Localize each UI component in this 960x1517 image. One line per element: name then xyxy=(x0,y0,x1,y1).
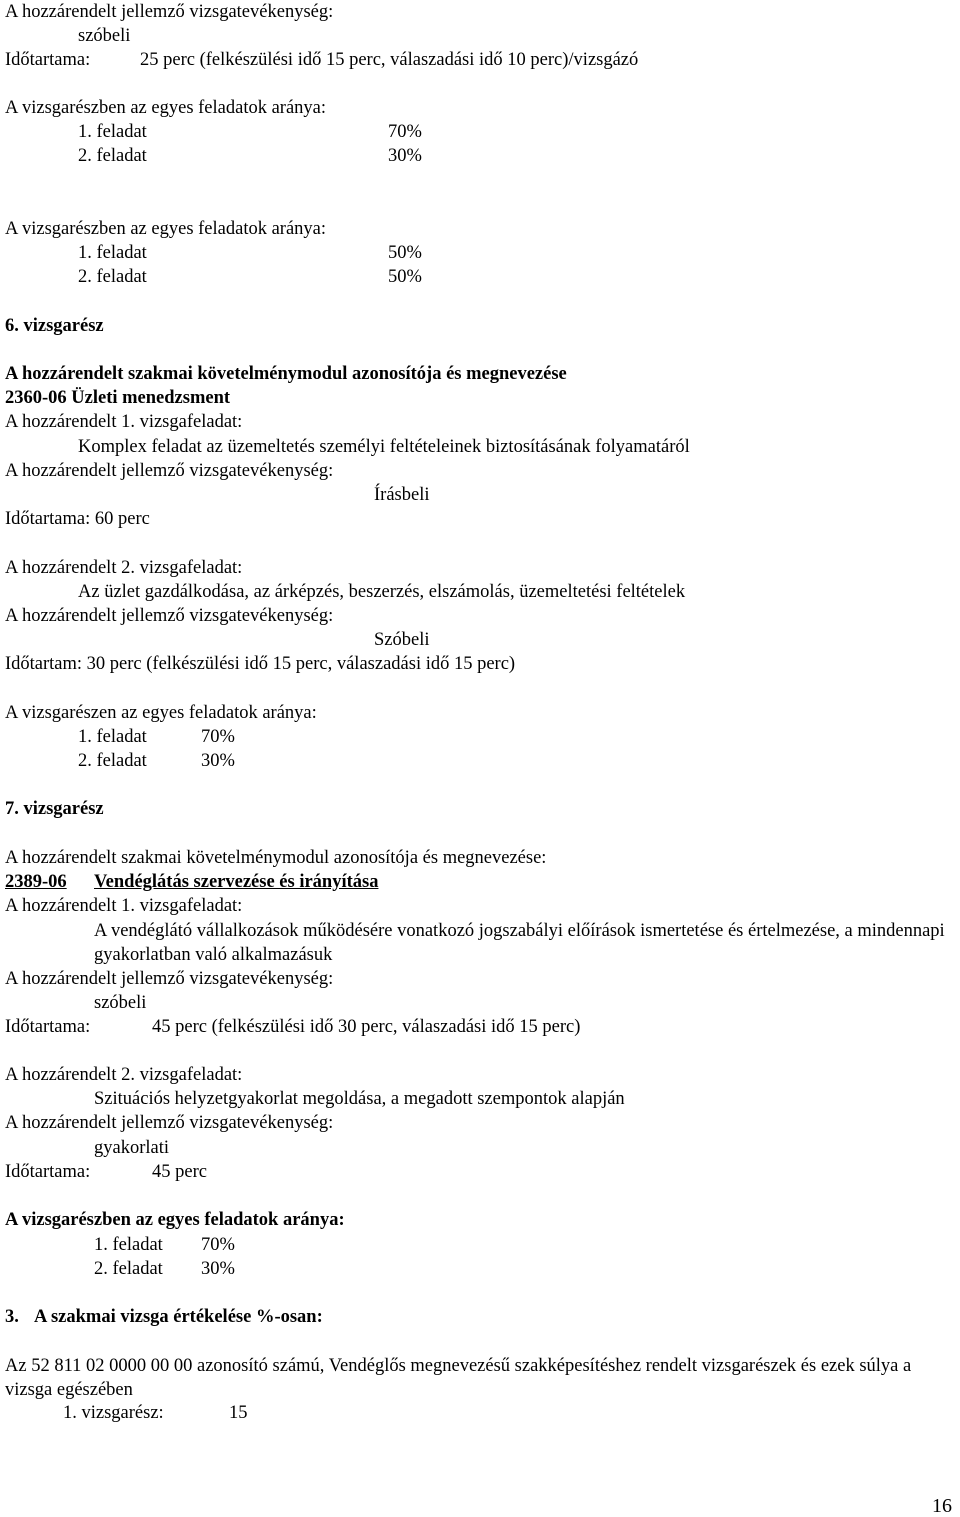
task-label: 2. feladat xyxy=(78,267,147,287)
task-label: 2. feladat xyxy=(78,751,147,771)
ratio-heading: A vizsgarészben az egyes feladatok aránya: xyxy=(5,98,327,118)
duration-value: 45 perc (felkészülési idő 30 perc, válaszadási idő 15 perc) xyxy=(152,1017,581,1037)
ratio-heading: A vizsgarészben az egyes feladatok aránya: xyxy=(5,219,327,239)
activity-value: Szóbeli xyxy=(374,630,430,650)
activity-label: A hozzárendelt jellemző vizsgatevékenység: xyxy=(5,606,334,626)
task-percent: 70% xyxy=(201,727,235,747)
task-description: A vendéglátó vállalkozások működésére vonatkozó jogszabályi előírások ismertetése és értelmezése, a mindennapi gyakorlatban való alkalmazásuk xyxy=(94,921,945,965)
task-heading: A hozzárendelt 2. vizsgafeladat: xyxy=(5,1065,243,1085)
task-percent: 30% xyxy=(388,146,422,166)
task-label: 1. feladat xyxy=(78,243,147,263)
task-label: 2. feladat xyxy=(94,1259,163,1279)
task-heading: A hozzárendelt 1. vizsgafeladat: xyxy=(5,412,243,432)
task-heading: A hozzárendelt 2. vizsgafeladat: xyxy=(5,558,243,578)
activity-value: szóbeli xyxy=(78,26,131,46)
duration-label: Időtartama: xyxy=(5,50,91,70)
task-description: Az üzlet gazdálkodása, az árképzés, beszerzés, elszámolás, üzemeltetési feltételek xyxy=(78,582,686,602)
duration-line: Időtartam: 30 perc (felkészülési idő 15 perc, válaszadási idő 15 perc) xyxy=(5,654,516,674)
task-description: Komplex feladat az üzemeltetés személyi feltételeinek biztosításának folyamatáról xyxy=(78,437,690,457)
duration-line: Időtartama: 60 perc xyxy=(5,509,150,529)
activity-value: gyakorlati xyxy=(94,1138,170,1158)
task-percent: 70% xyxy=(201,1235,235,1255)
chapter-number: 3. xyxy=(5,1307,19,1327)
task-percent: 50% xyxy=(388,243,422,263)
activity-label: A hozzárendelt jellemző vizsgatevékenység: xyxy=(5,461,334,481)
module-heading: A hozzárendelt szakmai követelménymodul azonosítója és megnevezése xyxy=(5,364,567,384)
task-label: 1. feladat xyxy=(78,727,147,747)
section-heading: 7. vizsgarész xyxy=(5,799,104,819)
task-description: Szituációs helyzetgyakorlat megoldása, a megadott szempontok alapján xyxy=(94,1089,625,1109)
ratio-heading: A vizsgarészben az egyes feladatok aránya: xyxy=(5,1210,345,1230)
module-heading: A hozzárendelt szakmai követelménymodul azonosítója és megnevezése: xyxy=(5,848,547,868)
task-heading: A hozzárendelt 1. vizsgafeladat: xyxy=(5,896,243,916)
section-heading: 6. vizsgarész xyxy=(5,316,104,336)
module-name: 2360-06 Üzleti menedzsment xyxy=(5,388,231,408)
chapter-heading: A szakmai vizsga értékelése %-osan: xyxy=(34,1307,323,1327)
activity-value: szóbeli xyxy=(94,993,147,1013)
duration-value: 25 perc (felkészülési idő 15 perc, válaszadási idő 10 perc)/vizsgázó xyxy=(140,50,639,70)
duration-label: Időtartama: xyxy=(5,1162,91,1182)
weight-value: 15 xyxy=(229,1403,248,1423)
paragraph: Az 52 811 02 0000 00 00 azonosító számú, Vendéglős megnevezésű szakképesítéshez rendelt vizsgarészek és ezek súlya a vizsga egészében xyxy=(5,1356,912,1400)
task-label: 1. feladat xyxy=(78,122,147,142)
weight-label: 1. vizsgarész: xyxy=(63,1403,164,1423)
activity-value: Írásbeli xyxy=(374,485,430,505)
task-percent: 30% xyxy=(201,751,235,771)
activity-label: A hozzárendelt jellemző vizsgatevékenység: xyxy=(5,969,334,989)
activity-label: A hozzárendelt jellemző vizsgatevékenység: xyxy=(5,2,334,22)
task-percent: 50% xyxy=(388,267,422,287)
ratio-heading: A vizsgarészen az egyes feladatok aránya: xyxy=(5,703,317,723)
task-label: 1. feladat xyxy=(94,1235,163,1255)
activity-label: A hozzárendelt jellemző vizsgatevékenység: xyxy=(5,1113,334,1133)
module-code: 2389-06 xyxy=(5,872,67,892)
task-percent: 70% xyxy=(388,122,422,142)
task-label: 2. feladat xyxy=(78,146,147,166)
page-number: 16 xyxy=(932,1495,952,1517)
task-percent: 30% xyxy=(201,1259,235,1279)
duration-label: Időtartama: xyxy=(5,1017,91,1037)
module-name: Vendéglátás szervezése és irányítása xyxy=(94,872,379,892)
duration-value: 45 perc xyxy=(152,1162,207,1182)
